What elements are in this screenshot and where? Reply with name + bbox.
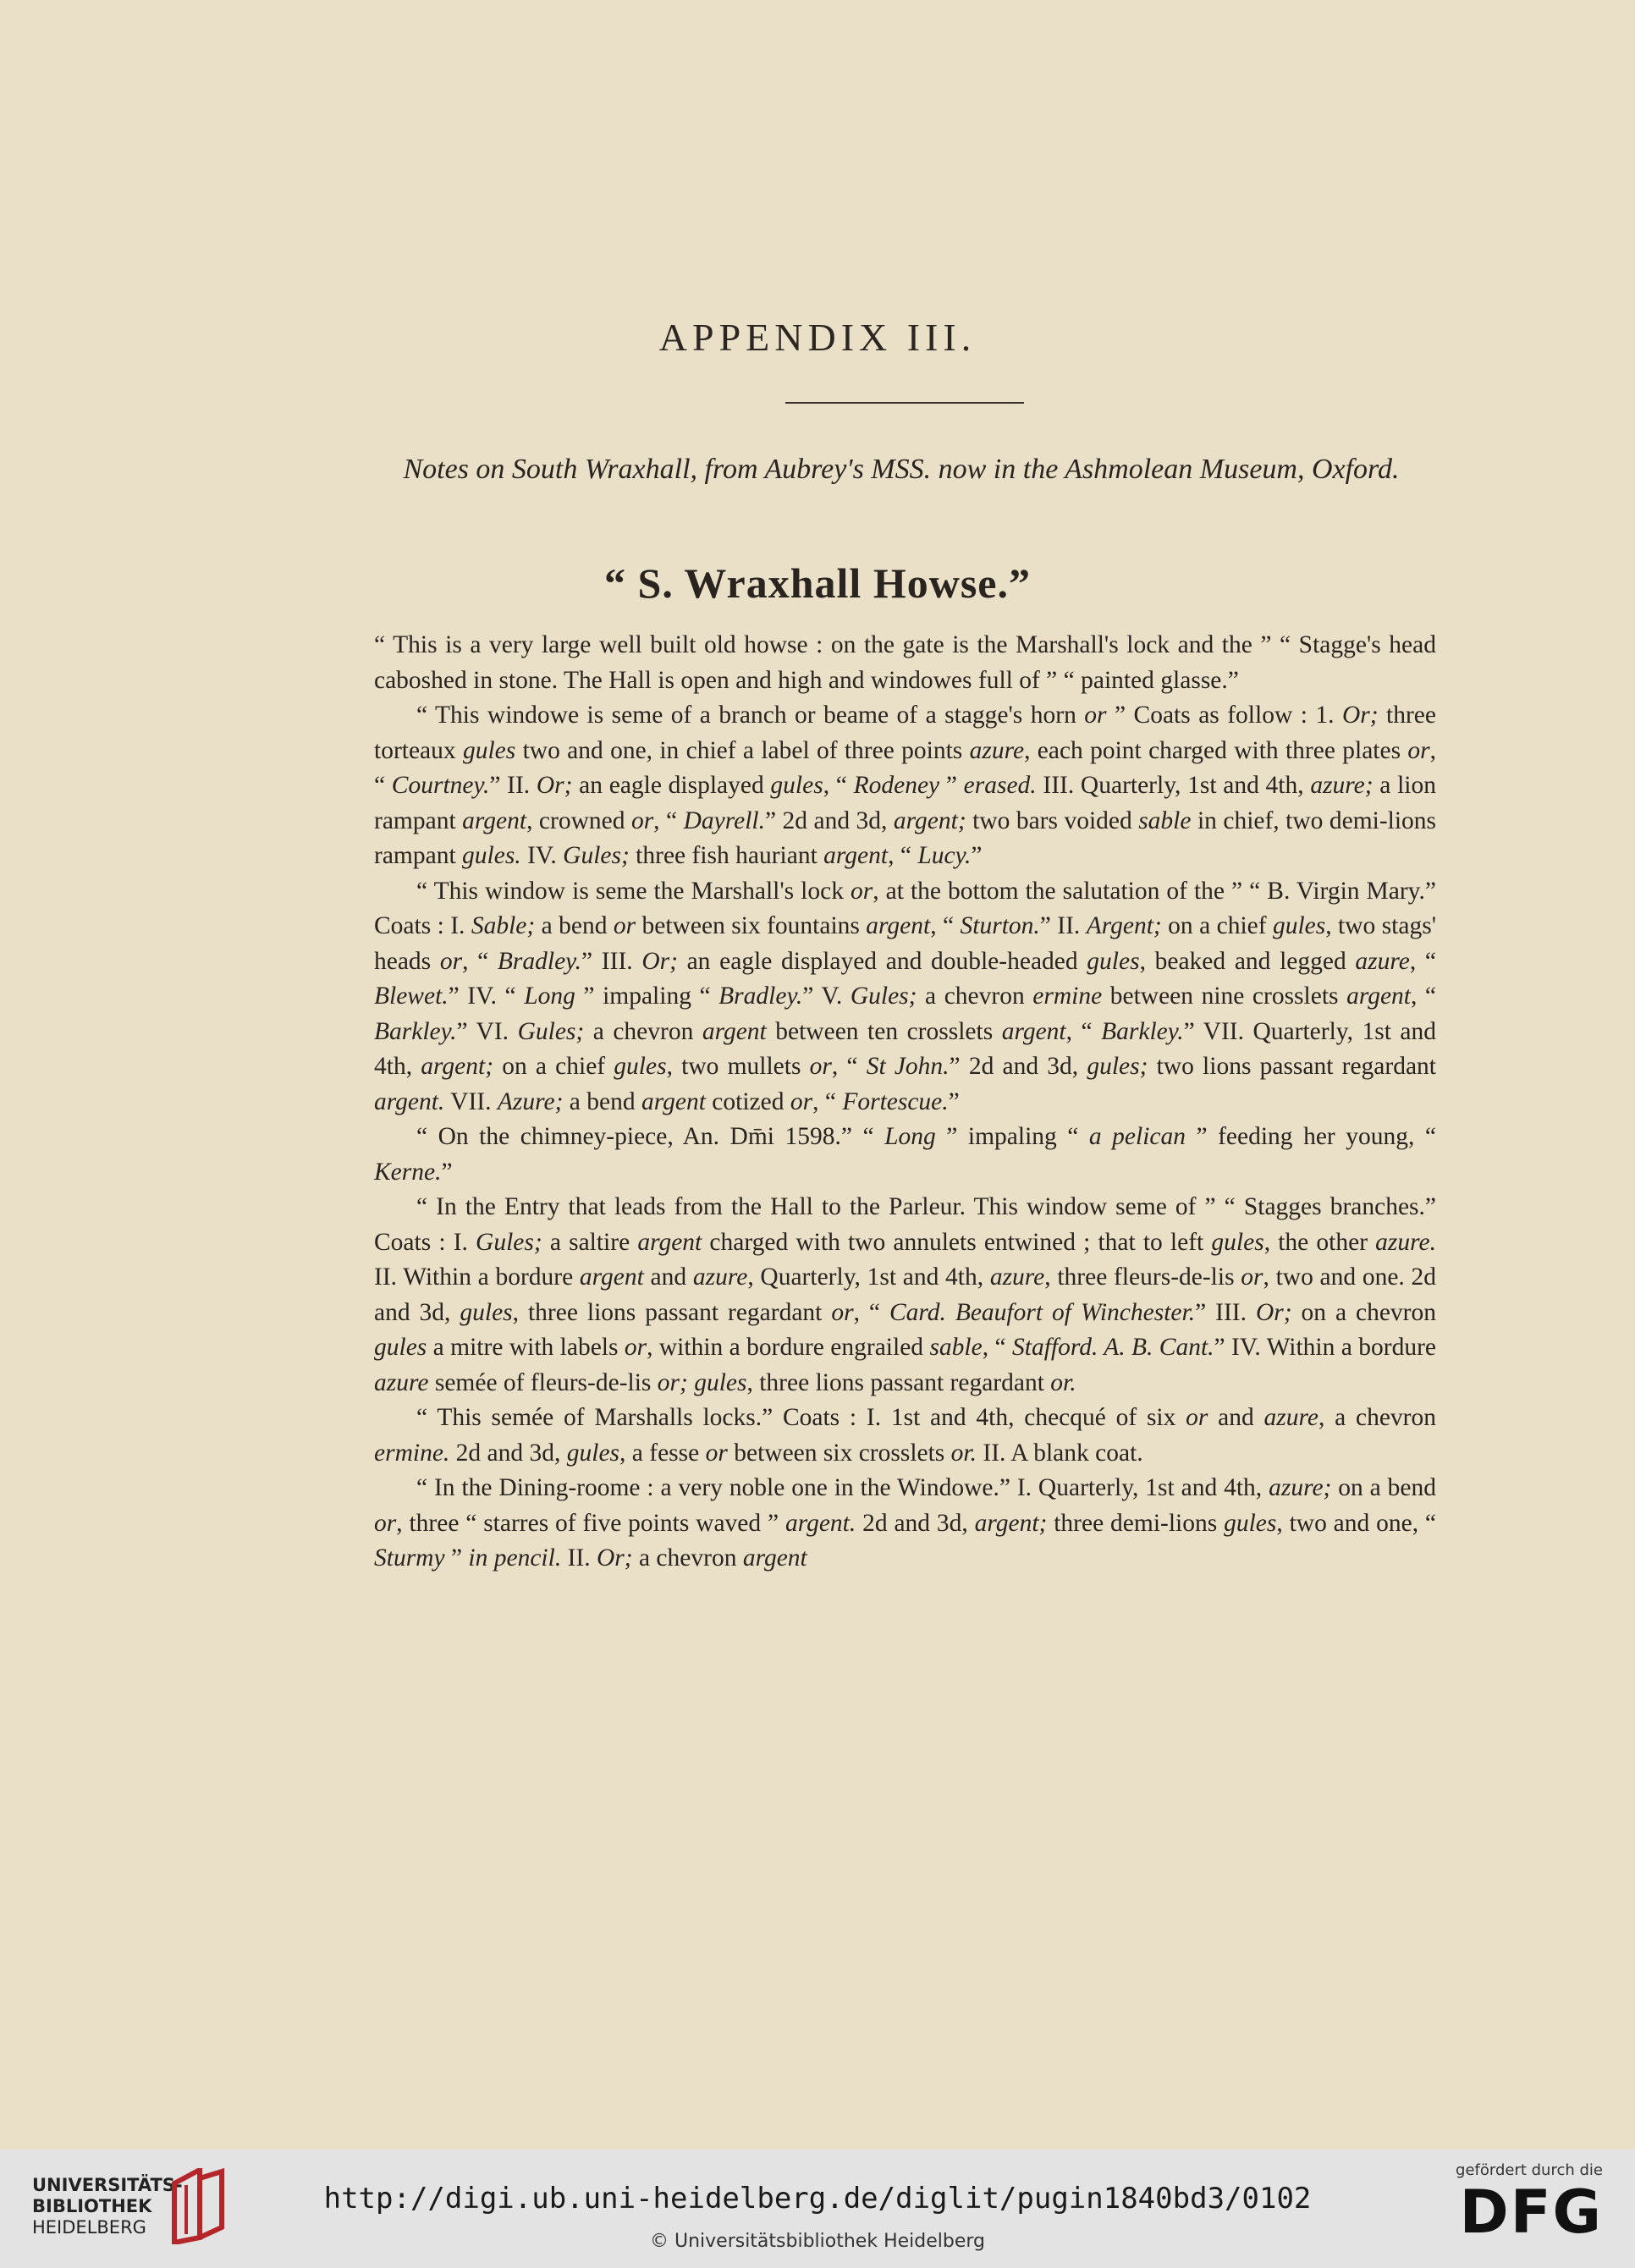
library-name-line2: BIBLIOTHEK [32, 2196, 152, 2216]
body-paragraph: “ This semée of Marshalls locks.” Coats : I. 1st and 4th, checqué of six or and azure, a chevron ermine. 2d and 3d, gules, a fesse or between six crosslets or. II. A blank coat. [374, 1404, 1436, 1467]
title-rule [785, 402, 1024, 404]
funder-block[interactable] [1434, 2161, 1603, 2245]
library-name-line1: UNIVERSITÄTS- [32, 2175, 183, 2195]
body-paragraph: “ This window is seme the Marshall's lock or, at the bottom the salutation of the ” “ B. Virgin Mary.” Coats : I. Sable; a bend or between six fountains argent, “ Sturton.” II. Argent; on a chief gules, two stags' heads or, “ Bradley.” III. Or; an eagle displayed and double-headed gules, beaked and legged azure, “ Blewet.” IV. “ Long ” impaling “ Bradley.” V. Gules; a chevron ermine between nine crosslets argent, “ Barkley.” VI. Gules; a chevron argent between ten crosslets argent, “ Barkley.” VII. Quarterly, 1st and 4th, argent; on a chief gules, two mullets or, “ St John.” 2d and 3d, gules; two lions passant regardant argent. VII. Azure; a bend argent cotized or, “ Fortescue.” [374, 877, 1437, 1115]
body-paragraph: “ On the chimney-piece, An. Dm̄i 1598.” “ Long ” impaling “ a pelican ” feeding her young, “ Kerne.” [374, 1123, 1436, 1186]
body-paragraph: “ This is a very large well built old howse : on the gate is the Marshall's lock and the ” “ Stagge's head caboshed in stone. The Hall is open and high and windowes full of ” “ painted glasse.” [374, 631, 1436, 694]
dfg-logo: DFG [1459, 2177, 1603, 2247]
permalink-url[interactable]: http://digi.ub.uni-heidelberg.de/diglit/pugin1840bd3/0102 [323, 2182, 1312, 2216]
funder-note: gefördert durch die [1456, 2161, 1603, 2179]
appendix-title: APPENDIX III. [658, 316, 977, 359]
body-paragraph: “ In the Entry that leads from the Hall to the Parleur. This window seme of ” “ Stagges branches.” Coats : I. Gules; a saltire argent charged with two annulets entwined ; that to left gules, the other azure. II. Within a bordure argent and azure, Quarterly, 1st and 4th, azure, three fleurs-de-lis or, two and one. 2d and 3d, gules, three lions passant regardant or, “ Card. Beaufort of Winchester.” III. Or; on a chevron gules a mitre with labels or, within a bordure engrailed sable, “ Stafford. A. B. Cant.” IV. Within a bordure azure semée of fleurs-de-lis or; gules, three lions passant regardant or. [374, 1193, 1437, 1396]
subtitle: Notes on South Wraxhall, from Aubrey's MSS. now in the Ashmolean Museum, Oxford. [403, 454, 1400, 485]
copyright-notice: © Universitätsbibliothek Heidelberg [649, 2231, 985, 2252]
footer-bar [0, 2150, 1635, 2268]
body-text [374, 628, 1436, 1577]
library-name-line3: HEIDELBERG [32, 2217, 146, 2238]
body-paragraph: “ In the Dining-roome : a very noble one in the Windowe.” I. Quarterly, 1st and 4th, azure; on a bend or, three “ starres of five points waved ” argent. 2d and 3d, argent; three demi-lions gules, two and one, “ Sturmy ” in pencil. II. Or; a chevron argent [374, 1474, 1437, 1572]
body-paragraph: “ This windowe is seme of a branch or beame of a stagge's horn or ” Coats as follow : 1. Or; three torteaux gules two and one, in chief a label of three points azure, each point charged with three plates or, “ Courtney.” II. Or; an eagle displayed gules, “ Rodeney ” erased. III. Quarterly, 1st and 4th, azure; a lion rampant argent, crowned or, “ Dayrell.” 2d and 3d, argent; two bars voided sable in chief, two demi-lions rampant gules. IV. Gules; three fish hauriant argent, “ Lucy.” [374, 702, 1437, 869]
blackletter-title: “ S. Wraxhall Howse.” [604, 559, 1031, 607]
